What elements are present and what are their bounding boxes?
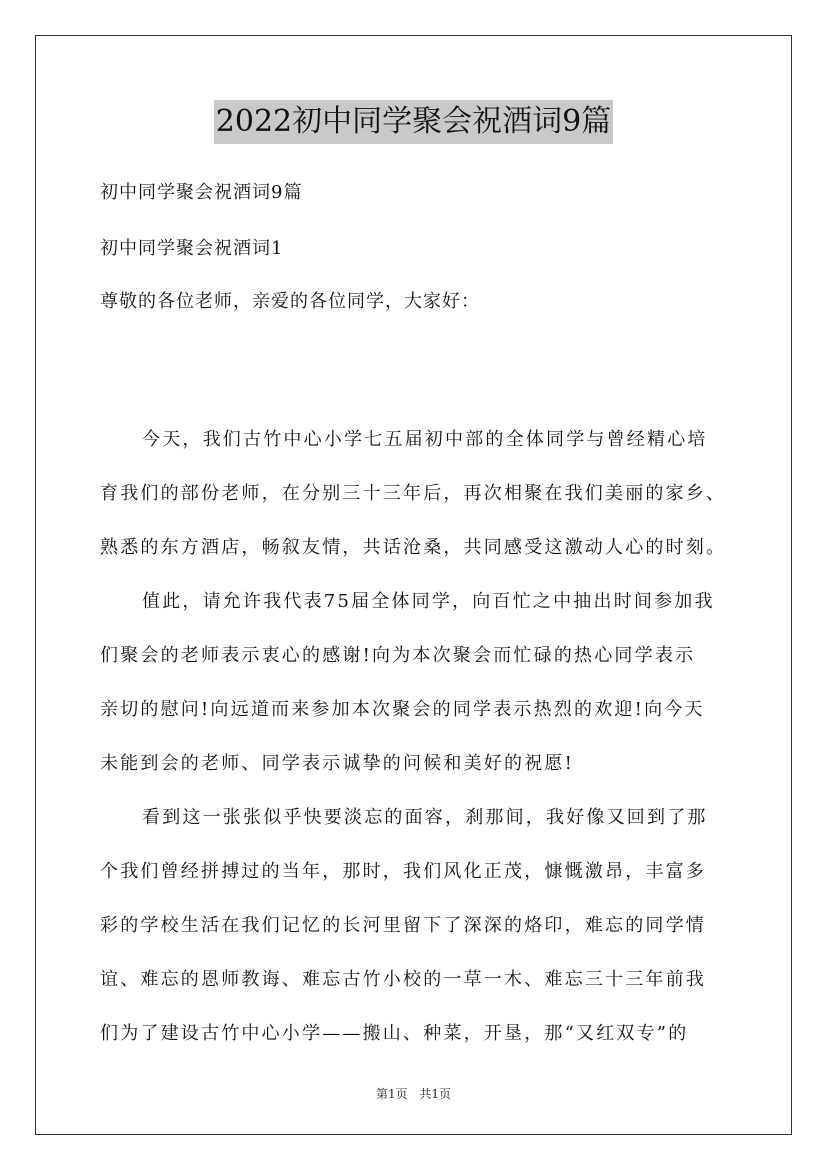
paragraph-line: 看到这一张张似乎快要淡忘的面容，刹那间，我好像又回到了那 xyxy=(142,807,708,828)
paragraph-line: 今天，我们古竹中心小学七五届初中部的全体同学与曾经精心培 xyxy=(142,429,708,450)
paragraph-line: 谊、难忘的恩师教诲、难忘古竹小校的一草一木、难忘三十三年前我 xyxy=(100,969,706,990)
paragraph-1 xyxy=(100,413,730,575)
paragraph-line: 彩的学校生活在我们记忆的长河里留下了深深的烙印，难忘的同学情 xyxy=(100,915,706,936)
paragraph-line: 育我们的部份老师，在分别三十三年后，再次相聚在我们美丽的家乡、 xyxy=(100,483,727,504)
paragraph-line: 熟悉的东方酒店，畅叙友情，共话沧桑，共同感受这激动人心的时刻。 xyxy=(100,537,727,558)
paragraph-line: 们聚会的老师表示衷心的感谢!向为本次聚会而忙碌的热心同学表示 xyxy=(100,645,696,666)
paragraph-line: 值此，请允许我代表75届全体同学，向百忙之中抽出时间参加我 xyxy=(142,591,715,612)
paragraph-line: 个我们曾经拼搏过的当年，那时，我们风化正茂，慷慨激昂，丰富多 xyxy=(100,861,706,882)
document-subtitle: 初中同学聚会祝酒词9篇 xyxy=(100,182,303,203)
document-body xyxy=(100,175,730,1061)
section-heading: 初中同学聚会祝酒词1 xyxy=(100,238,284,259)
paragraph-line: 们为了建设古竹中心小学——搬山、种菜，开垦，那“又红双专”的 xyxy=(100,1023,689,1044)
paragraph-line: 亲切的慰问!向远道而来参加本次聚会的同学表示热烈的欢迎!向今天 xyxy=(100,699,705,720)
paragraph-2 xyxy=(100,575,730,791)
title-container xyxy=(0,100,827,144)
greeting-line: 尊敬的各位老师，亲爱的各位同学，大家好： xyxy=(100,291,480,312)
paragraph-3 xyxy=(100,791,730,1061)
paragraph-line: 未能到会的老师、同学表示诚挚的问候和美好的祝愿! xyxy=(100,753,575,774)
document-title: 2022初中同学聚会祝酒词9篇 xyxy=(214,100,613,144)
page-number-current: 第1页 xyxy=(375,1087,408,1101)
page-footer xyxy=(0,1085,827,1102)
page-number-total: 共1页 xyxy=(419,1087,452,1101)
